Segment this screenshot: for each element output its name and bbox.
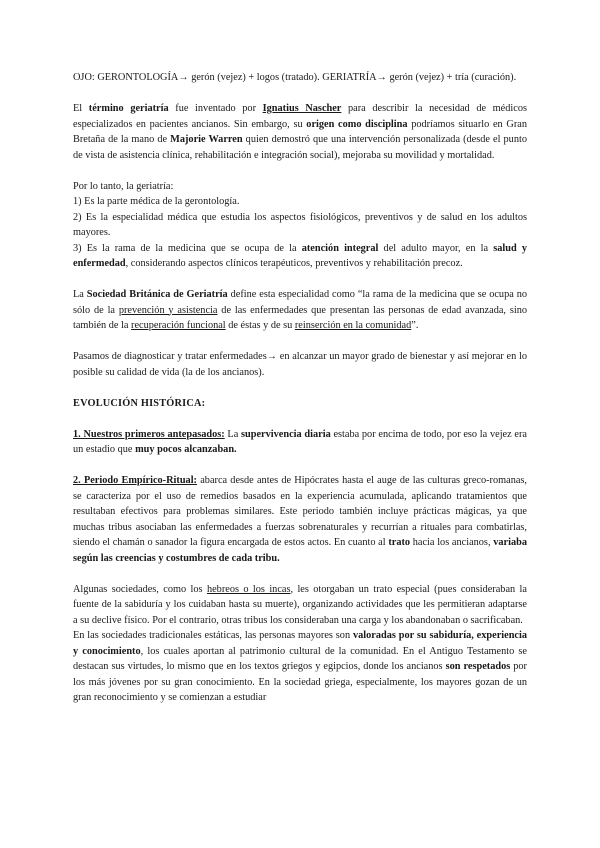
- paragraph-algunas: Algunas sociedades, como los hebreos o los incas, les otorgaban un trato especial (pues consideraban la fuente de la sabiduría y los cuidaban hasta su muerte), organizando actividades que les permitieran adaptarse a su declive físico. Por el contrario, otras tribus los consideraban una carga y los abandonaban o sacrificaban.: [73, 583, 527, 626]
- section-heading: EVOLUCIÓN HISTÓRICA:: [73, 397, 206, 409]
- list-item-3: 3) Es la rama de la medicina que se ocupa de la atención integral del adulto mayor, en la salud y enfermedad, considerando aspectos clínicos terapéuticos, preventivos y rehabilitación precoz.: [73, 242, 527, 269]
- paragraph-enlas: En las sociedades tradicionales estáticas, las personas mayores son valoradas por su sabiduría, experiencia y conocimiento, los cuales aportan al patrimonio cultural de la comunidad. En el Antiguo Testamento se destacan sus virtudes, lo mismo que en los textos griegos y egipcios, donde los ancianos son respetados por los más jóvenes por su gran conocimiento. En la sociedad griega, especialmente, los mayores gozan de un gran reconocimiento y se comienzan a estudiar: [73, 630, 527, 703]
- paragraph-pasamos: Pasamos de diagnosticar y tratar enfermedades→ en alcanzar un mayor grado de bienestar y así mejorar en lo posible su calidad de vida (la de los ancianos).: [73, 351, 527, 378]
- section-2: 2. Periodo Empírico-Ritual: abarca desde antes de Hipócrates hasta el auge de las culturas greco-romanas, se caracteriza por el uso de remedios basados en la experiencia acumulada, aplicando tratamientos que resultaban efectivos para problemas similares. Este periodo también incluye prácticas mágicas, ya que muchas tribus asociaban las enfermedades a fuerzas sobrenaturales y recurrían a rituales para combatirlas, siendo el chamán o sanador la figura encargada de estos actos. En cuanto al trato hacia los ancianos, variaba según las creencias y costumbres de cada tribu.: [73, 475, 527, 564]
- list-item-2: 2) Es la especialidad médica que estudia los aspectos fisiológicos, preventivos y de salud en los adultos mayores.: [73, 211, 527, 238]
- section-1: 1. Nuestros primeros antepasados: La supervivencia diaria estaba por encima de todo, por eso la vejez era un estadio que muy pocos alcanzaban.: [73, 428, 527, 455]
- paragraph-termino: El término geriatría fue inventado por Ignatius Nascher para describir la necesidad de médicos especializados en pacientes ancianos. Sin embargo, su origen como disciplina podríamos situarlo en Gran Bretaña de la mano de Majorie Warren quien demostró que una intervención personalizada (desde el punto de vista de asistencia clínica, rehabilitación e integración social), mejoraba su movilidad y mortalidad.: [73, 103, 527, 161]
- paragraph-intro: Por lo tanto, la geriatría:: [73, 180, 174, 192]
- etymology-note: OJO: GERONTOLOGÍA→ gerón (vejez) + logos (tratado). GERIATRÍA→ gerón (vejez) + tría (curación).: [73, 72, 517, 83]
- paragraph-sociedad: La Sociedad Británica de Geriatría define esta especialidad como “la rama de la medicina que se ocupa no sólo de la prevención y asistencia de las enfermedades que presentan las personas de edad avanzada, sino también de la recuperación funcional de éstas y de su reinserción en la comunidad”.: [73, 289, 528, 331]
- list-item-1: 1) Es la parte médica de la gerontología.: [73, 196, 240, 207]
